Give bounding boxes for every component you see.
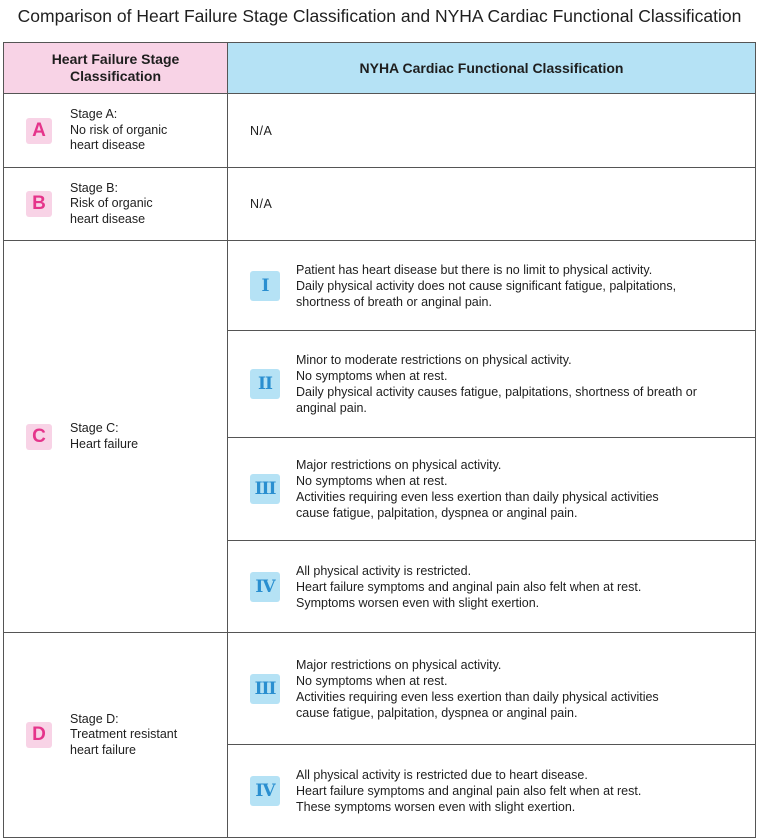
stage-b-description xyxy=(70,181,153,228)
nyha-class-i-badge: I xyxy=(250,271,280,301)
stage-b-nyha-value: N/A xyxy=(250,197,273,211)
stage-b-line: Risk of organic xyxy=(70,196,153,211)
header-nyha-classification: NYHA Cardiac Functional Classification xyxy=(228,43,755,94)
description-line: Daily physical activity does not cause significant fatigue, palpitations, xyxy=(296,278,677,293)
stage-d-line: Stage D: xyxy=(70,711,119,726)
stage-a-line: heart disease xyxy=(70,138,146,153)
description-line: All physical activity is restricted. xyxy=(296,563,472,578)
stage-d-description xyxy=(70,712,177,759)
description-line: Daily physical activity causes fatigue, palpitations, shortness of breath or xyxy=(296,385,697,399)
stage-d-line: Treatment resistant xyxy=(70,727,178,742)
description-line: shortness of breath or anginal pain. xyxy=(296,294,492,309)
stage-c-line: Stage C: xyxy=(70,421,119,435)
stage-d-cell xyxy=(4,633,228,837)
nyha-class-iv-description xyxy=(296,563,641,611)
nyha-class-iii-row xyxy=(228,438,755,541)
stage-a-nyha-cell xyxy=(228,94,755,168)
description-line: No symptoms when at rest. xyxy=(296,369,448,383)
nyha-class-ii-description xyxy=(296,352,697,416)
stage-b-cell xyxy=(4,168,228,241)
description-line: Major restrictions on physical activity. xyxy=(296,458,502,472)
nyha-class-iv-badge: IV xyxy=(250,572,280,602)
description-line: Activities requiring even less exertion than daily physical activities xyxy=(296,689,659,704)
description-line: Activities requiring even less exertion than daily physical activities xyxy=(296,490,659,504)
nyha-class-iv-row xyxy=(228,541,755,633)
stage-d-badge: D xyxy=(26,722,52,748)
stage-a-line: No risk of organic xyxy=(70,122,168,137)
nyha-class-ii-row xyxy=(228,331,755,438)
stage-c-description xyxy=(70,421,138,452)
nyha-class-iii-badge: III xyxy=(250,674,280,704)
description-line: Major restrictions on physical activity. xyxy=(296,657,502,672)
description-line: cause fatigue, palpitation, dyspnea or anginal pain. xyxy=(296,705,578,720)
description-line: All physical activity is restricted due to heart disease. xyxy=(296,768,588,782)
nyha-class-iii-description xyxy=(296,457,659,521)
description-line: No symptoms when at rest. xyxy=(296,673,448,688)
description-line: Heart failure symptoms and anginal pain also felt when at rest. xyxy=(296,579,642,594)
nyha-class-iii-badge: III xyxy=(250,474,280,504)
description-line: cause fatigue, palpitation, dyspnea or anginal pain. xyxy=(296,506,578,520)
description-line: Heart failure symptoms and anginal pain also felt when at rest. xyxy=(296,784,642,798)
stage-d-line: heart failure xyxy=(70,742,137,757)
header-stage-classification: Heart Failure Stage Classification xyxy=(4,43,228,94)
stage-a-cell xyxy=(4,94,228,168)
stage-a-description xyxy=(70,107,167,154)
nyha-class-i-description xyxy=(296,262,676,310)
stage-b-line: Stage B: xyxy=(70,180,118,195)
stage-b-nyha-cell xyxy=(228,168,755,241)
page-title: Comparison of Heart Failure Stage Classification and NYHA Cardiac Functional Classification xyxy=(17,6,742,26)
description-line: anginal pain. xyxy=(296,401,367,415)
stage-b-badge: B xyxy=(26,191,52,217)
nyha-class-iii-description xyxy=(296,657,659,721)
stage-a-nyha-value: N/A xyxy=(250,123,273,138)
nyha-class-iv-badge: IV xyxy=(250,776,280,806)
classification-table xyxy=(3,42,756,838)
nyha-class-ii-badge: II xyxy=(250,369,280,399)
stage-b-line: heart disease xyxy=(70,211,146,226)
nyha-class-i-row xyxy=(228,241,755,331)
description-line: Minor to moderate restrictions on physical activity. xyxy=(296,353,572,367)
stage-c-line: Heart failure xyxy=(70,436,139,451)
description-line: No symptoms when at rest. xyxy=(296,474,448,488)
stage-c-cell xyxy=(4,241,228,633)
description-line: Patient has heart disease but there is no limit to physical activity. xyxy=(296,262,653,277)
description-line: Symptoms worsen even with slight exertion. xyxy=(296,595,540,610)
nyha-stage-d-class-iv-row xyxy=(228,745,755,837)
stage-a-badge: A xyxy=(26,118,52,144)
description-line: These symptoms worsen even with slight exertion. xyxy=(296,800,576,814)
nyha-class-iv-description xyxy=(296,767,641,815)
stage-a-line: Stage A: xyxy=(70,107,118,122)
nyha-stage-d-class-iii-row xyxy=(228,633,755,745)
stage-c-badge: C xyxy=(26,424,52,450)
